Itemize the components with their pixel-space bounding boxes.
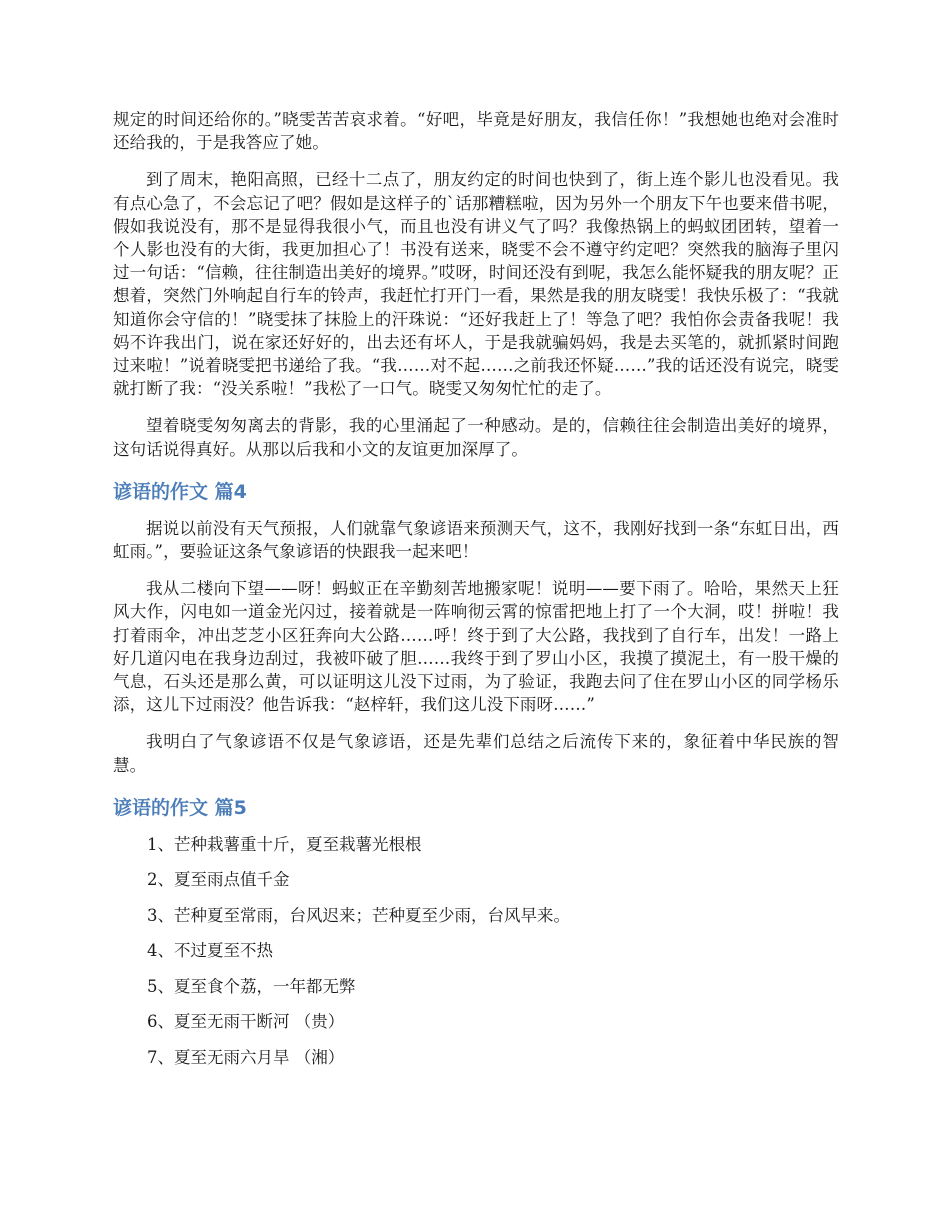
paragraph: 我从二楼向下望——呀！蚂蚁正在辛勤刻苦地搬家呢！说明——要下雨了。哈哈，果然天上狂风大作，闪电如一道金光闪过，接着就是一阵响彻云霄的惊雷把地上打了一个大洞，哎！拼啦！我打着雨伞，冲出芝芝小区狂奔向大公路……呼！终于到了大公路，我找到了自行车，出发！一路上好几道闪电在我身边刮过，我被吓破了胆……我终于到了罗山小区，我摸了摸泥土，有一股干燥的气息，石头还是那么黄，可以证明这儿没下过雨，为了验证，我跑去问了住在罗山小区的同学杨乐添，这儿下过雨没？他告诉我：“赵梓轩，我们这儿没下雨呀……” <box>113 579 839 715</box>
document-page <box>113 108 839 1081</box>
paragraph: 到了周末，艳阳高照，已经十二点了，朋友约定的时间也快到了，街上连个影儿也没看见。我有点心急了，不会忘记了吧？假如是这样子的`话那糟糕啦，因为另外一个朋友下午也要来借书呢，假如我说没有，那不是显得我很小气，而且也没有讲义气了吗？我像热锅上的蚂蚁团团转，望着一个人影也没有的大街，我更加担心了！书没有送来，晓雯不会不遵守约定吧？突然我的脑海子里闪过一句话：“信赖，往往制造出美好的境界。”哎呀，时间还没有到呢，我怎么能怀疑我的朋友呢？正想着，突然门外响起自行车的铃声，我赶忙打开门一看，果然是我的朋友晓雯！我快乐极了：“我就知道你会守信的！”晓雯抹了抹脸上的汗珠说：“还好我赶上了！等急了吧？我怕你会责备我呢！我妈不许我出门，说在家还好好的，出去还有坏人，于是我就骗妈妈，我是去买笔的，就抓紧时间跑过来啦！”说着晓雯把书递给了我。“我……对不起……之前我还怀疑……”我的话还没有说完，晓雯就打断了我：“没关系啦！”我松了一口气。晓雯又匆匆忙忙的走了。 <box>113 170 839 399</box>
list-item: 6、夏至无雨干断河 （贵） <box>147 1012 345 1032</box>
list-item: 4、不过夏至不热 <box>147 941 273 961</box>
paragraph: 我明白了气象谚语不仅是气象谚语，还是先辈们总结之后流传下来的，象征着中华民族的智慧。 <box>113 732 839 775</box>
list-item: 5、夏至食个荔，一年都无弊 <box>147 976 356 996</box>
paragraph: 规定的时间还给你的。”晓雯苦苦哀求着。“好吧，毕竟是好朋友，我信任你！”我想她也绝对会准时还给我的，于是我答应了她。 <box>113 110 839 153</box>
paragraph: 据说以前没有天气预报，人们就靠气象谚语来预测天气，这不，我刚好找到一条“东虹日出，西虹雨。”，要验证这条气象谚语的快跟我一起来吧！ <box>113 518 839 562</box>
section-heading-4: 谚语的作文 篇4 <box>113 480 247 503</box>
list-item: 7、夏至无雨六月旱 （湘） <box>147 1047 345 1067</box>
paragraph: 望着晓雯匆匆离去的背影，我的心里涌起了一种感动。是的，信赖往往会制造出美好的境界，这句话说得真好。从那以后我和小文的友谊更加深厚了。 <box>113 416 839 459</box>
section-heading-5: 谚语的作文 篇5 <box>113 796 247 819</box>
list-item: 3、芒种夏至常雨，台风迟来；芒种夏至少雨，台风早来。 <box>147 905 570 925</box>
list-item: 1、芒种栽薯重十斤，夏至栽薯光根根 <box>147 834 422 854</box>
list-item: 2、夏至雨点值千金 <box>147 870 290 890</box>
proverb-list <box>113 833 839 1069</box>
